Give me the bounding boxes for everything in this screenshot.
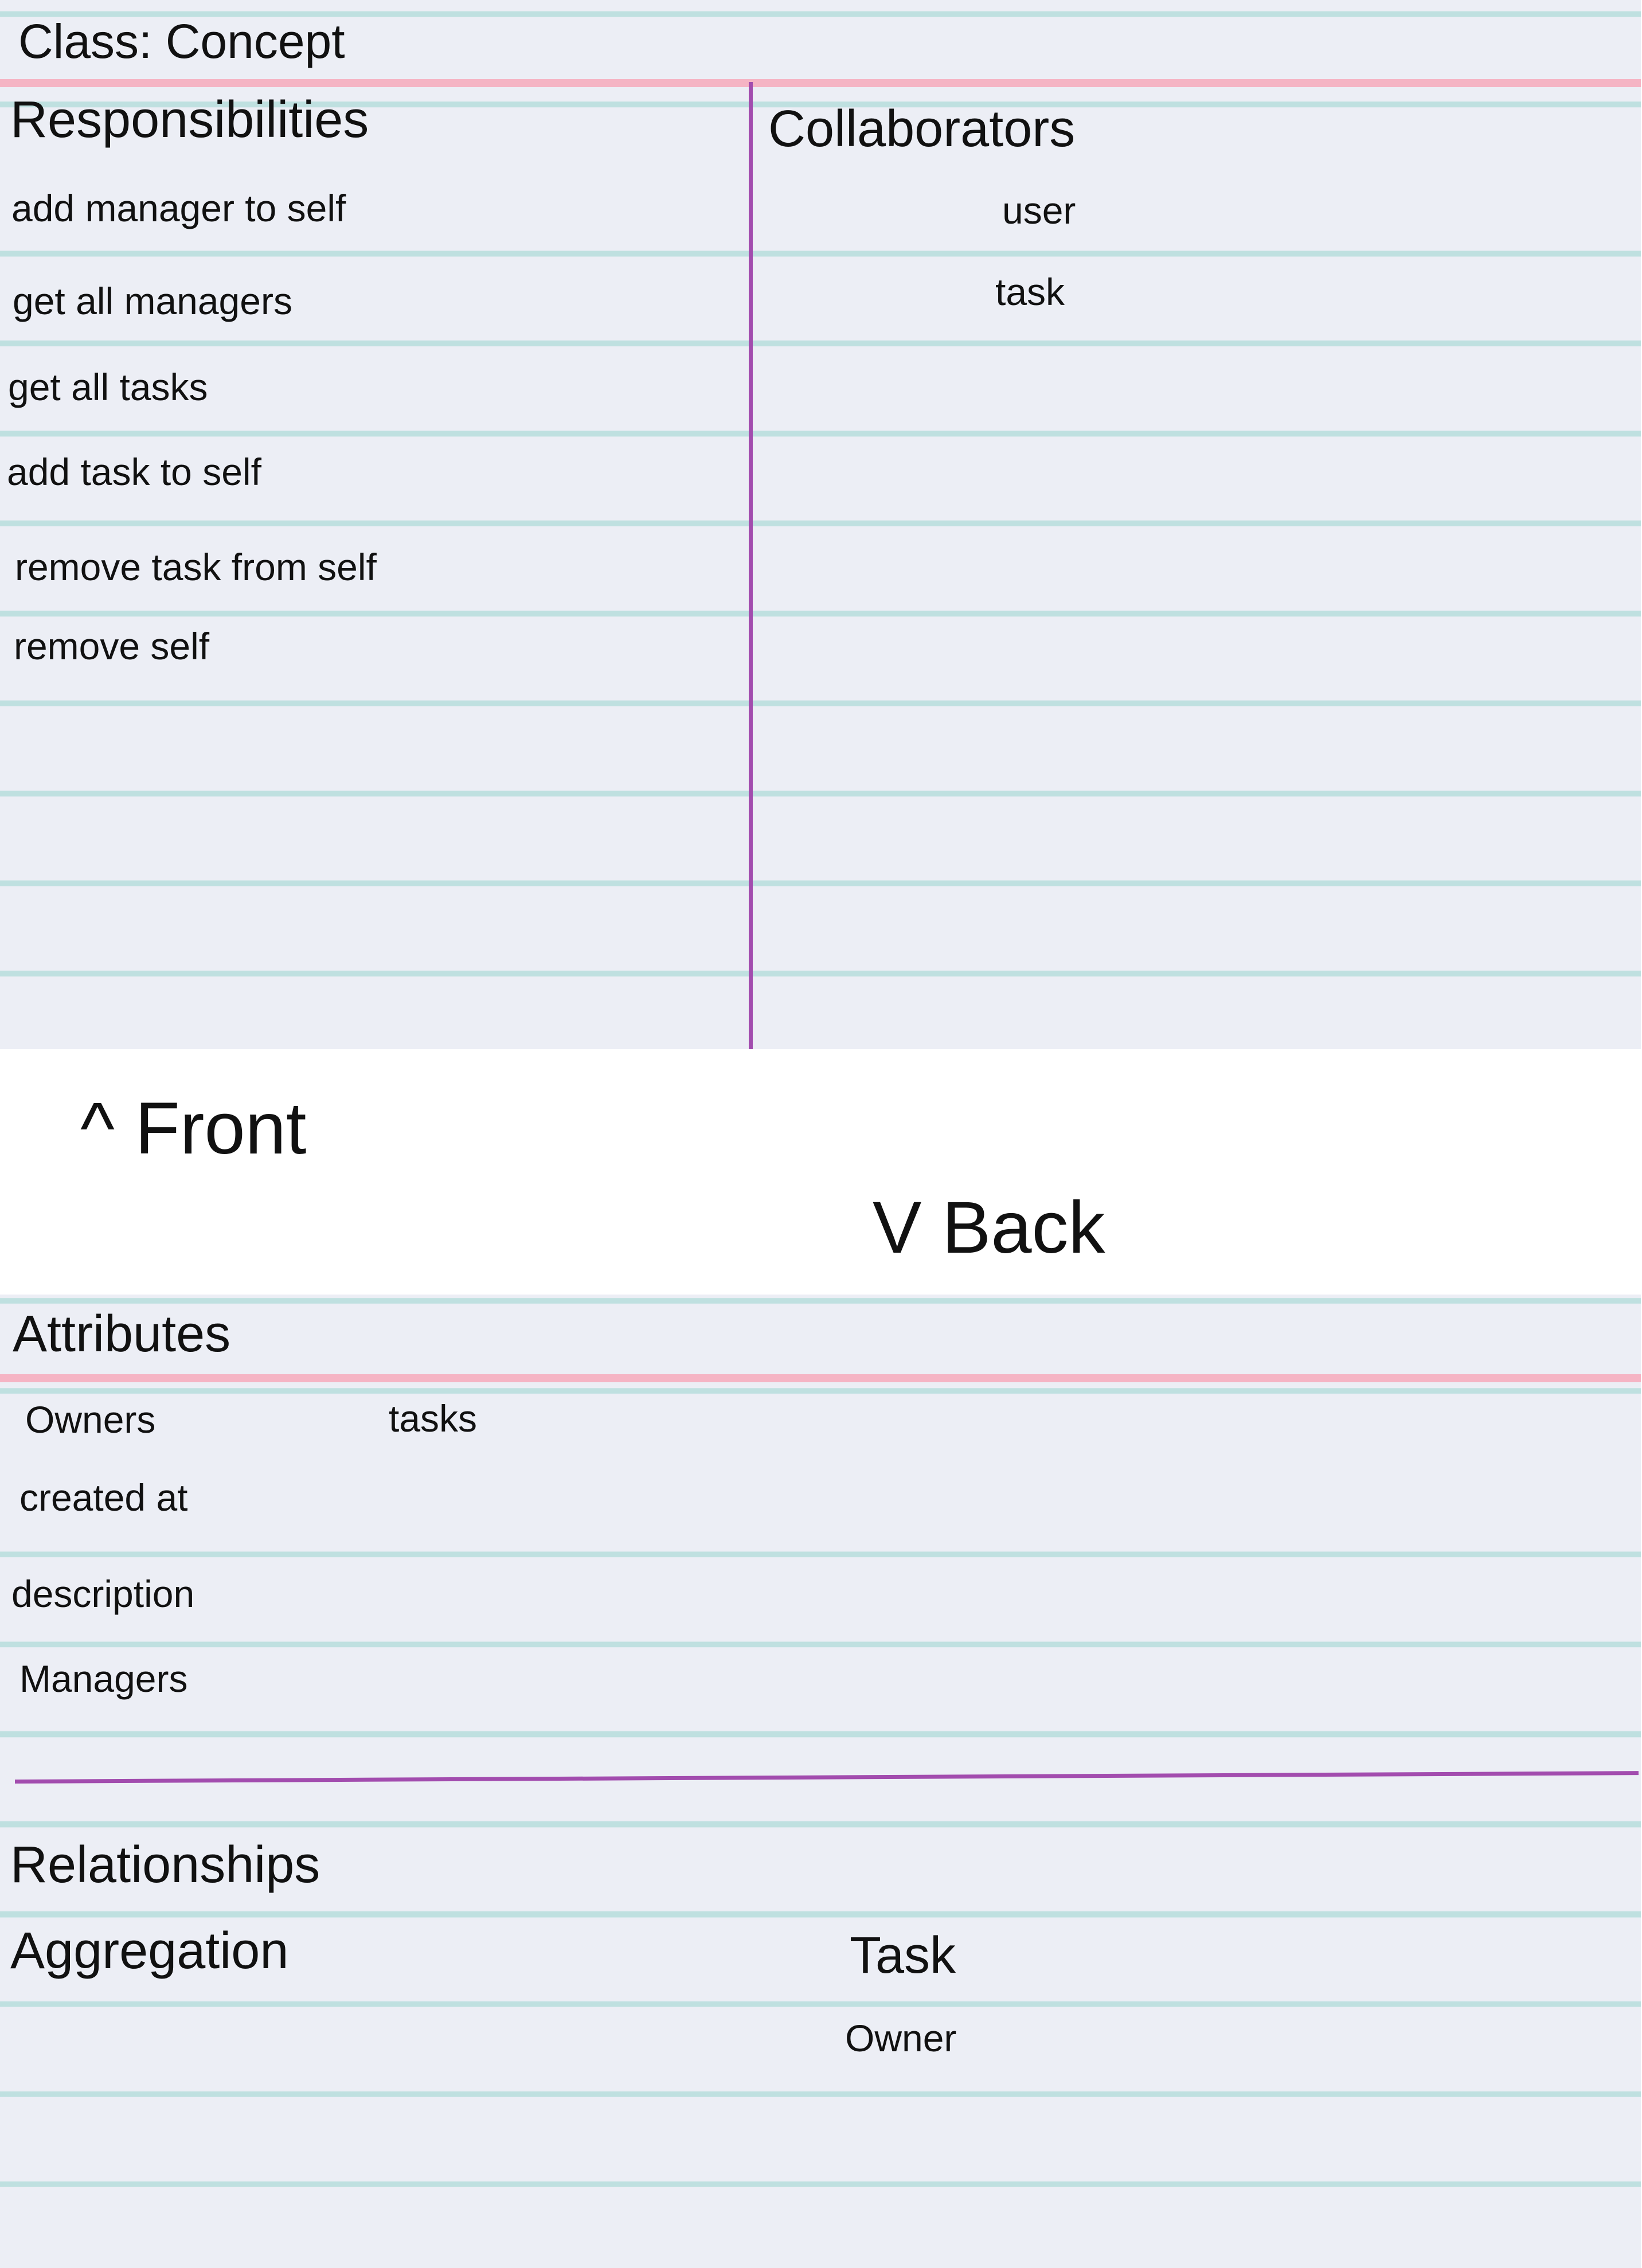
- relationship-type: Aggregation: [10, 1922, 289, 1980]
- class-title: Class: Concept: [18, 14, 345, 68]
- attribute-item: Managers: [19, 1657, 188, 1700]
- responsibility-item: add task to self: [7, 451, 261, 493]
- collaborator-item: user: [1002, 189, 1076, 232]
- back-card: [0, 1295, 1641, 2268]
- responsibilities-heading: Responsibilities: [10, 91, 369, 148]
- attribute-item: description: [11, 1573, 195, 1615]
- related-class: Task: [850, 1927, 956, 1984]
- attributes-heading: Attributes: [13, 1305, 231, 1363]
- collaborator-item: task: [995, 271, 1065, 313]
- attribute-item: created at: [19, 1476, 188, 1519]
- collaborators-heading: Collaborators: [768, 100, 1076, 158]
- related-role: Owner: [845, 2017, 957, 2059]
- responsibility-item: remove self: [14, 625, 210, 667]
- front-header-line: [0, 79, 1641, 87]
- back-label: V Back: [873, 1187, 1105, 1269]
- responsibility-item: get all tasks: [8, 366, 208, 408]
- responsibility-item: add manager to self: [11, 187, 346, 229]
- attribute-item: tasks: [389, 1397, 478, 1440]
- responsibility-item: get all managers: [13, 280, 292, 322]
- responsibility-item: remove task from self: [15, 546, 377, 588]
- back-header-line: [0, 1374, 1641, 1382]
- attribute-item: Owners: [25, 1398, 156, 1441]
- back-section-divider: [15, 1771, 1639, 1784]
- front-column-divider: [749, 82, 753, 1049]
- front-label: ^ Front: [80, 1088, 307, 1170]
- front-card: [0, 0, 1641, 1049]
- relationships-heading: Relationships: [10, 1836, 320, 1894]
